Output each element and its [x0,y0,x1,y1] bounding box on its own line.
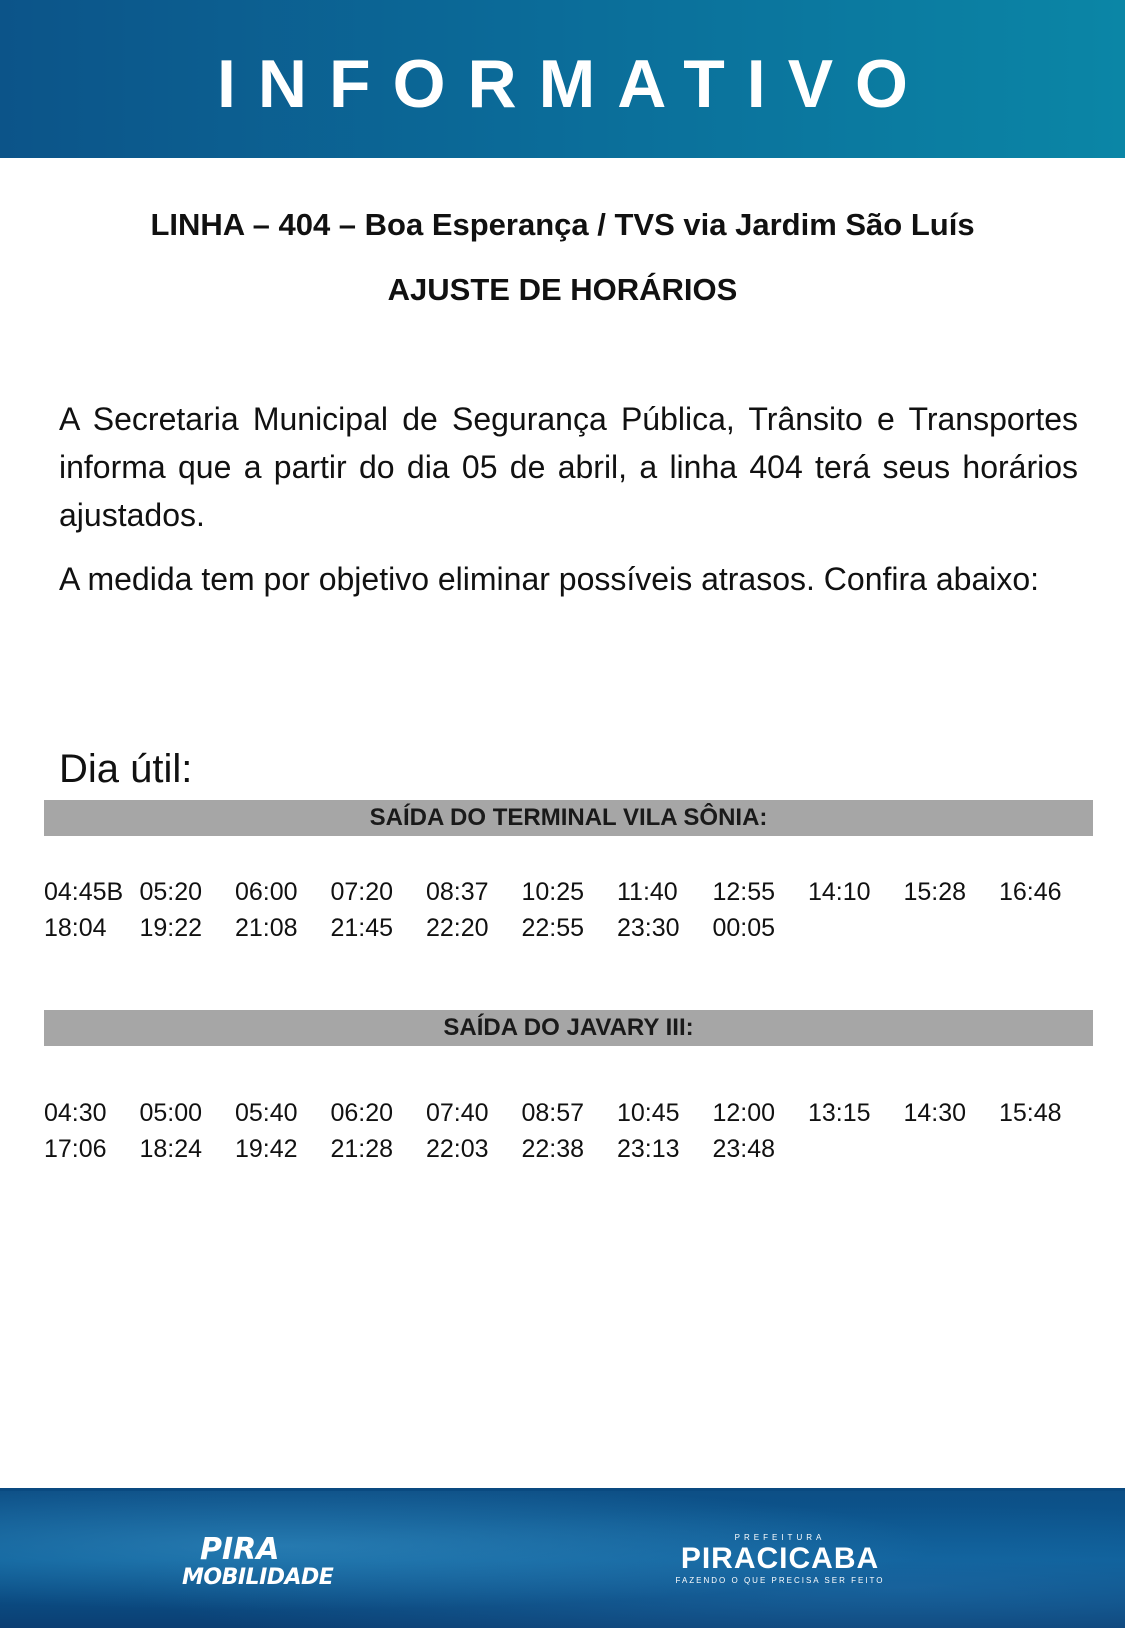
departure-time: 05:00 [139,1099,203,1127]
departure-time: 13:15 [808,1099,871,1127]
times-grid-javary [44,1097,1104,1165]
logo-right-top: PREFEITURA [734,1533,826,1542]
departure-time: 15:48 [999,1099,1062,1127]
departure-time: 19:42 [235,1135,298,1163]
departure-time: 10:25 [521,878,585,906]
departure-time: 11:40 [617,878,678,906]
departure-time: 04:45B [44,878,124,906]
departure-time: 22:38 [521,1135,585,1163]
logo-left-line2: MOBILIDADE [182,1565,334,1590]
departure-time: 05:40 [235,1099,298,1127]
departure-time: 23:48 [712,1135,776,1163]
departure-time: 16:46 [999,878,1062,906]
section-heading-vila-sonia: SAÍDA DO TERMINAL VILA SÔNIA: [44,800,1093,836]
departure-time: 04:30 [44,1099,107,1127]
section-heading-javary: SAÍDA DO JAVARY III: [44,1010,1093,1046]
day-type-label: Dia útil: [59,747,193,791]
departure-time: 22:55 [521,914,585,942]
departure-time: 00:05 [712,914,776,942]
departure-time: 12:00 [712,1099,776,1127]
departure-time: 18:04 [44,914,107,942]
departure-time: 08:37 [426,878,489,906]
departure-time: 15:28 [903,878,967,906]
departure-time: 14:30 [903,1099,967,1127]
line-subtitle: AJUSTE DE HORÁRIOS [387,272,738,307]
times-grid-vila-sonia [44,876,1104,944]
departure-time: 14:10 [808,878,871,906]
departure-time: 08:57 [521,1099,585,1127]
departure-time: 06:20 [330,1099,394,1127]
departure-time: 23:13 [617,1135,680,1163]
departure-time: 06:00 [235,878,298,906]
departure-time: 21:45 [330,914,394,942]
objective-paragraph: A medida tem por objetivo eliminar possíveis atrasos. Confira abaixo: [59,561,1040,597]
logo-left-line1: PIRA [200,1532,280,1567]
line-title: LINHA – 404 – Boa Esperança / TVS via Jardim São Luís [150,207,975,242]
pira-mobilidade-logo [182,1532,334,1591]
logo-right-tagline: FAZENDO O QUE PRECISA SER FEITO [675,1576,885,1585]
page-title: INFORMATIVO [217,46,930,122]
footer-banner [0,1488,1125,1628]
intro-paragraph: A Secretaria Municipal de Segurança Pública, Trânsito e Transportes informa que a partir do dia 05 de abril, a linha 404 terá seus horários ajustados. [59,401,1078,533]
logo-right-name: PIRACICABA [680,1542,880,1575]
departure-time: 22:03 [426,1135,489,1163]
departure-time: 19:22 [139,914,203,942]
departure-time: 10:45 [617,1099,680,1127]
departure-time: 21:08 [235,914,298,942]
header-banner [0,0,1125,158]
departure-time: 07:40 [426,1099,489,1127]
departure-time: 05:20 [139,878,203,906]
departure-time: 21:28 [330,1135,394,1163]
departure-time: 07:20 [330,878,394,906]
departure-time: 23:30 [617,914,680,942]
departure-time: 22:20 [426,914,489,942]
departure-time: 17:06 [44,1135,107,1163]
departure-time: 18:24 [139,1135,203,1163]
prefeitura-piracicaba-logo [660,1533,900,1587]
departure-time: 12:55 [712,878,776,906]
